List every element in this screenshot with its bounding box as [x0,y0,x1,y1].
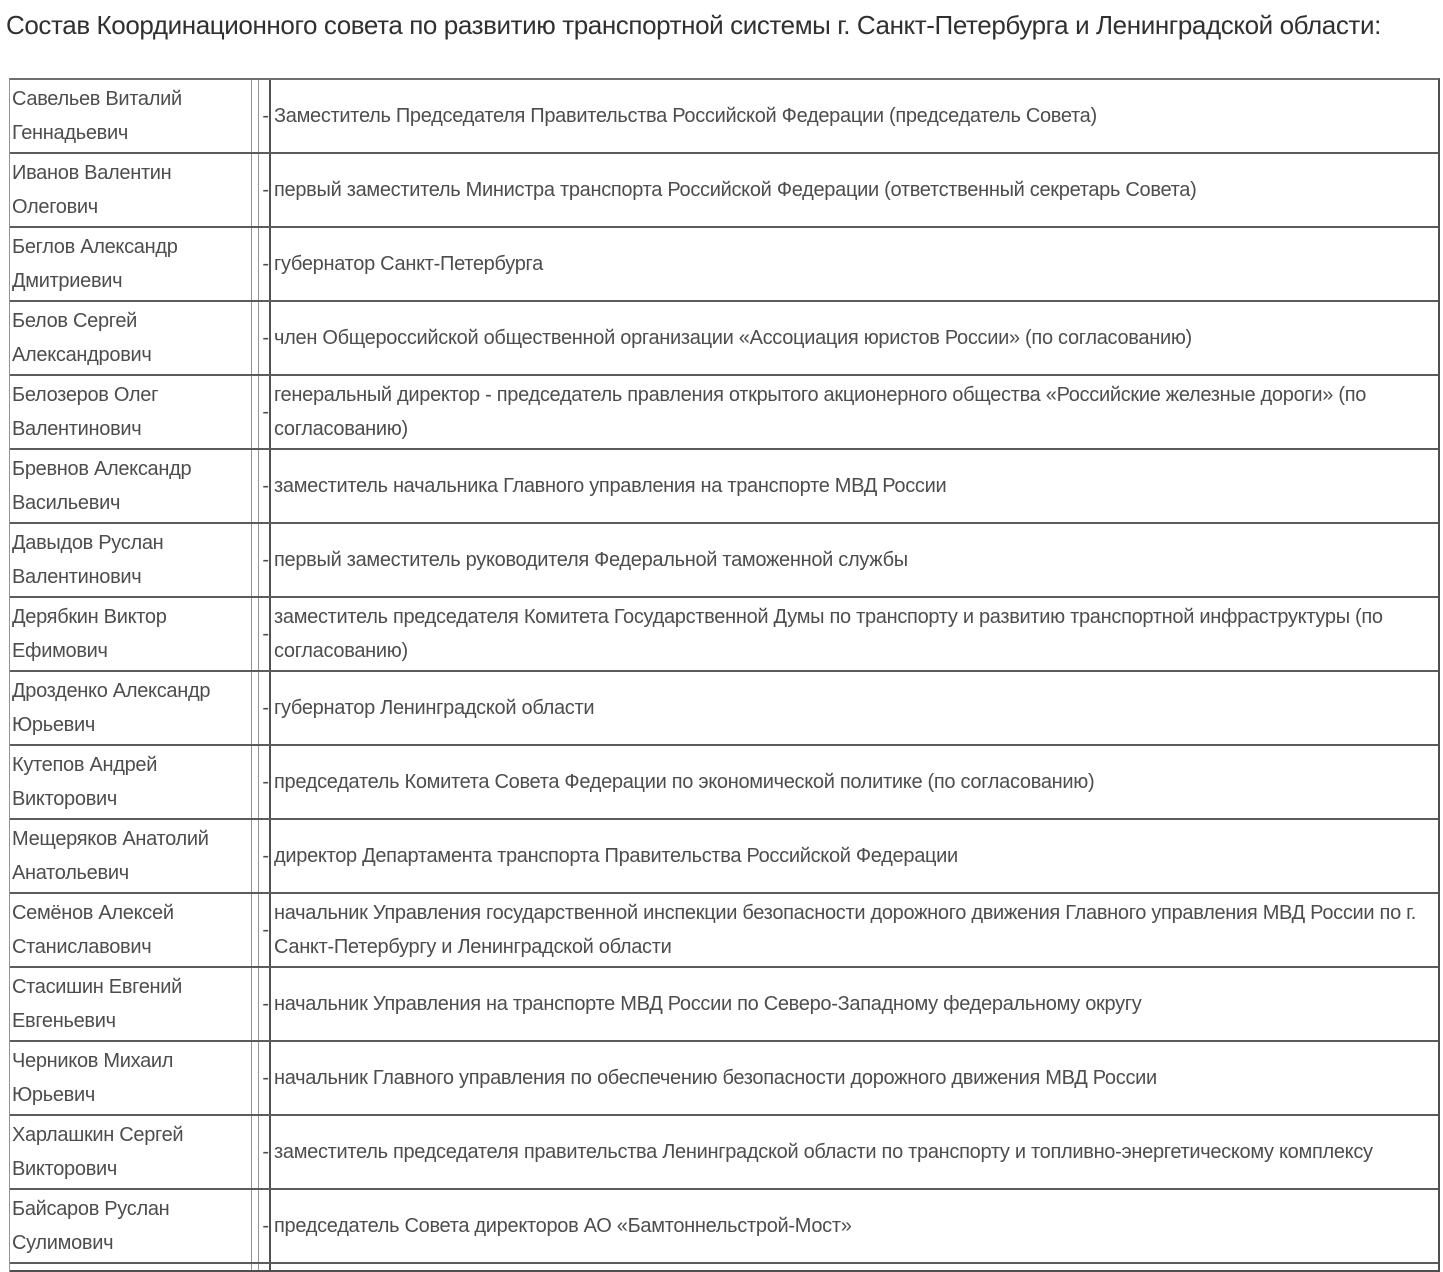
dash-cell: - [258,672,269,744]
dash-cell: - [258,302,269,374]
dash-cell: - [258,524,269,596]
dash-cell: - [258,1116,269,1188]
dash-cell: - [258,80,269,152]
table-row [10,154,1438,228]
table-row [10,1116,1438,1190]
member-name-cell: Харлашкин Сергей Викторович [10,1116,252,1188]
dash-cell: - [258,820,269,892]
table-row [10,672,1438,746]
table-row [10,1042,1438,1116]
member-position-cell: заместитель председателя Комитета Государственной Думы по транспорту и развитию транспортной инфраструктуры (по согласованию) [269,598,1438,670]
member-name-cell: Мещеряков Анатолий Анатольевич [10,820,252,892]
member-name-cell: Черников Михаил Юрьевич [10,1042,252,1114]
member-position-cell: генеральный директор - председатель правления открытого акционерного общества «Российские железные дороги» (по согласованию) [269,376,1438,448]
dash-cell: - [258,450,269,522]
member-name-cell [10,1264,252,1270]
table-row [10,524,1438,598]
member-position-cell: первый заместитель руководителя Федеральной таможенной службы [269,524,1438,596]
member-name-cell: Беглов Александр Дмитриевич [10,228,252,300]
dash-cell [258,1264,269,1270]
table-row [10,598,1438,672]
member-name-cell: Дерябкин Виктор Ефимович [10,598,252,670]
member-name-cell: Белов Сергей Александрович [10,302,252,374]
council-members-table [9,78,1440,1272]
member-name-cell: Семёнов Алексей Станиславович [10,894,252,966]
member-position-cell: член Общероссийской общественной организации «Ассоциация юристов России» (по согласованию) [269,302,1438,374]
member-position-cell: начальник Управления на транспорте МВД России по Северо-Западному федеральному округу [269,968,1438,1040]
table-row [10,302,1438,376]
table-row-cutoff [10,1264,1438,1272]
member-position-cell: начальник Управления государственной инспекции безопасности дорожного движения Главного управления МВД России по г. Санкт-Петербургу и Ленинградской области [269,894,1438,966]
dash-cell: - [258,376,269,448]
member-name-cell: Иванов Валентин Олегович [10,154,252,226]
dash-cell: - [258,968,269,1040]
table-row [10,746,1438,820]
member-position-cell: начальник Главного управления по обеспечению безопасности дорожного движения МВД России [269,1042,1438,1114]
member-position-cell: председатель Совета директоров АО «Бамтоннельстрой-Мост» [269,1190,1438,1262]
table-row [10,894,1438,968]
member-position-cell: губернатор Санкт-Петербурга [269,228,1438,300]
member-position-cell: Заместитель Председателя Правительства Российской Федерации (председатель Совета) [269,80,1438,152]
member-position-cell: губернатор Ленинградской области [269,672,1438,744]
member-name-cell: Кутепов Андрей Викторович [10,746,252,818]
table-row [10,80,1438,154]
member-name-cell: Бревнов Александр Васильевич [10,450,252,522]
member-position-cell: первый заместитель Министра транспорта Российской Федерации (ответственный секретарь Совета) [269,154,1438,226]
member-name-cell: Дрозденко Александр Юрьевич [10,672,252,744]
dash-cell: - [258,598,269,670]
table-row [10,376,1438,450]
member-name-cell: Стасишин Евгений Евгеньевич [10,968,252,1040]
member-position-cell: заместитель председателя правительства Ленинградской области по транспорту и топливно-энергетическому комплексу [269,1116,1438,1188]
page-title: Состав Координационного совета по развитию транспортной системы г. Санкт-Петербурга и Ленинградской области: [6,10,1381,40]
table-row [10,820,1438,894]
table-row [10,968,1438,1042]
member-position-cell: заместитель начальника Главного управления на транспорте МВД России [269,450,1438,522]
table-row [10,450,1438,524]
dash-cell: - [258,1190,269,1262]
member-position-cell [269,1264,1438,1270]
member-name-cell: Байсаров Руслан Сулимович [10,1190,252,1262]
member-name-cell: Белозеров Олег Валентинович [10,376,252,448]
member-name-cell: Давыдов Руслан Валентинович [10,524,252,596]
member-name-cell: Савельев Виталий Геннадьевич [10,80,252,152]
dash-cell: - [258,746,269,818]
dash-cell: - [258,154,269,226]
council-table-body [10,80,1438,1264]
table-row [10,228,1438,302]
dash-cell: - [258,894,269,966]
table-row [10,1190,1438,1264]
member-position-cell: председатель Комитета Совета Федерации по экономической политике (по согласованию) [269,746,1438,818]
dash-cell: - [258,1042,269,1114]
member-position-cell: директор Департамента транспорта Правительства Российской Федерации [269,820,1438,892]
dash-cell: - [258,228,269,300]
